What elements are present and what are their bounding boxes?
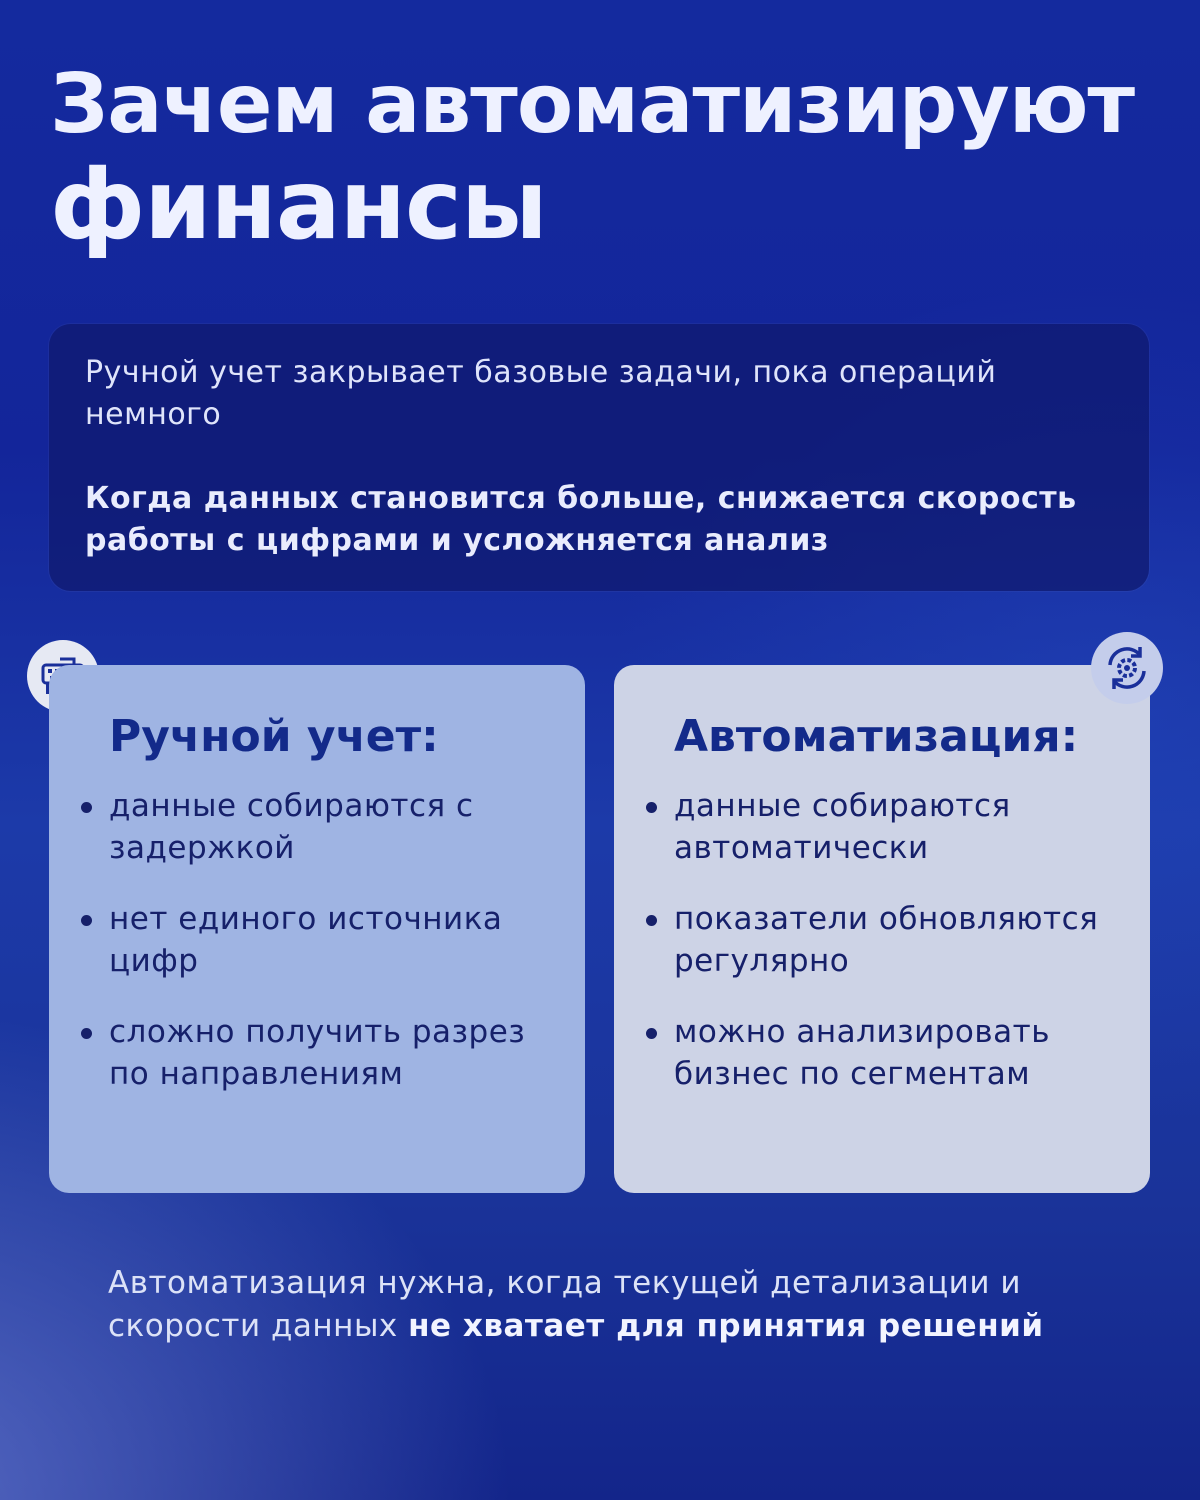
bullet-icon [81, 1028, 92, 1039]
automation-card [614, 665, 1150, 1193]
page-title [50, 55, 1170, 261]
list-item: сложно получить разрез по направлениям [81, 1011, 565, 1095]
manual-heading: Ручной учет: [109, 711, 439, 762]
list-item: данные собираются с задержкой [81, 785, 565, 869]
bullet-icon [81, 802, 92, 813]
manual-card [49, 665, 585, 1193]
bullet-icon [646, 1028, 657, 1039]
automation-list [646, 785, 1130, 1095]
bullet-icon [646, 802, 657, 813]
manual-list [81, 785, 565, 1095]
bullet-icon [81, 915, 92, 926]
title-line-1: Зачем автоматизируют [50, 57, 1134, 152]
list-item: данные собираются автоматически [646, 785, 1130, 869]
list-item: нет единого источника цифр [81, 898, 565, 982]
footer-emphasis: не хватает для принятия решений [408, 1308, 1044, 1344]
footer-note: Автоматизация нужна, когда текущей детализации и скорости данных не хватает для принятия решений [108, 1265, 1044, 1344]
intro-text: Ручной учет закрывает базовые задачи, пока операций немного [85, 355, 997, 432]
gear-sync-icon [1091, 632, 1163, 704]
intro-emphasis: Когда данных становится больше, снижается скорость работы с цифрами и усложняется анализ [85, 481, 1077, 558]
list-item: можно анализировать бизнес по сегментам [646, 1011, 1130, 1095]
title-line-2: финансы [50, 149, 547, 261]
list-item: показатели обновляются регулярно [646, 898, 1130, 982]
automation-heading: Автоматизация: [674, 711, 1079, 762]
bullet-icon [646, 915, 657, 926]
intro-panel [49, 324, 1149, 591]
